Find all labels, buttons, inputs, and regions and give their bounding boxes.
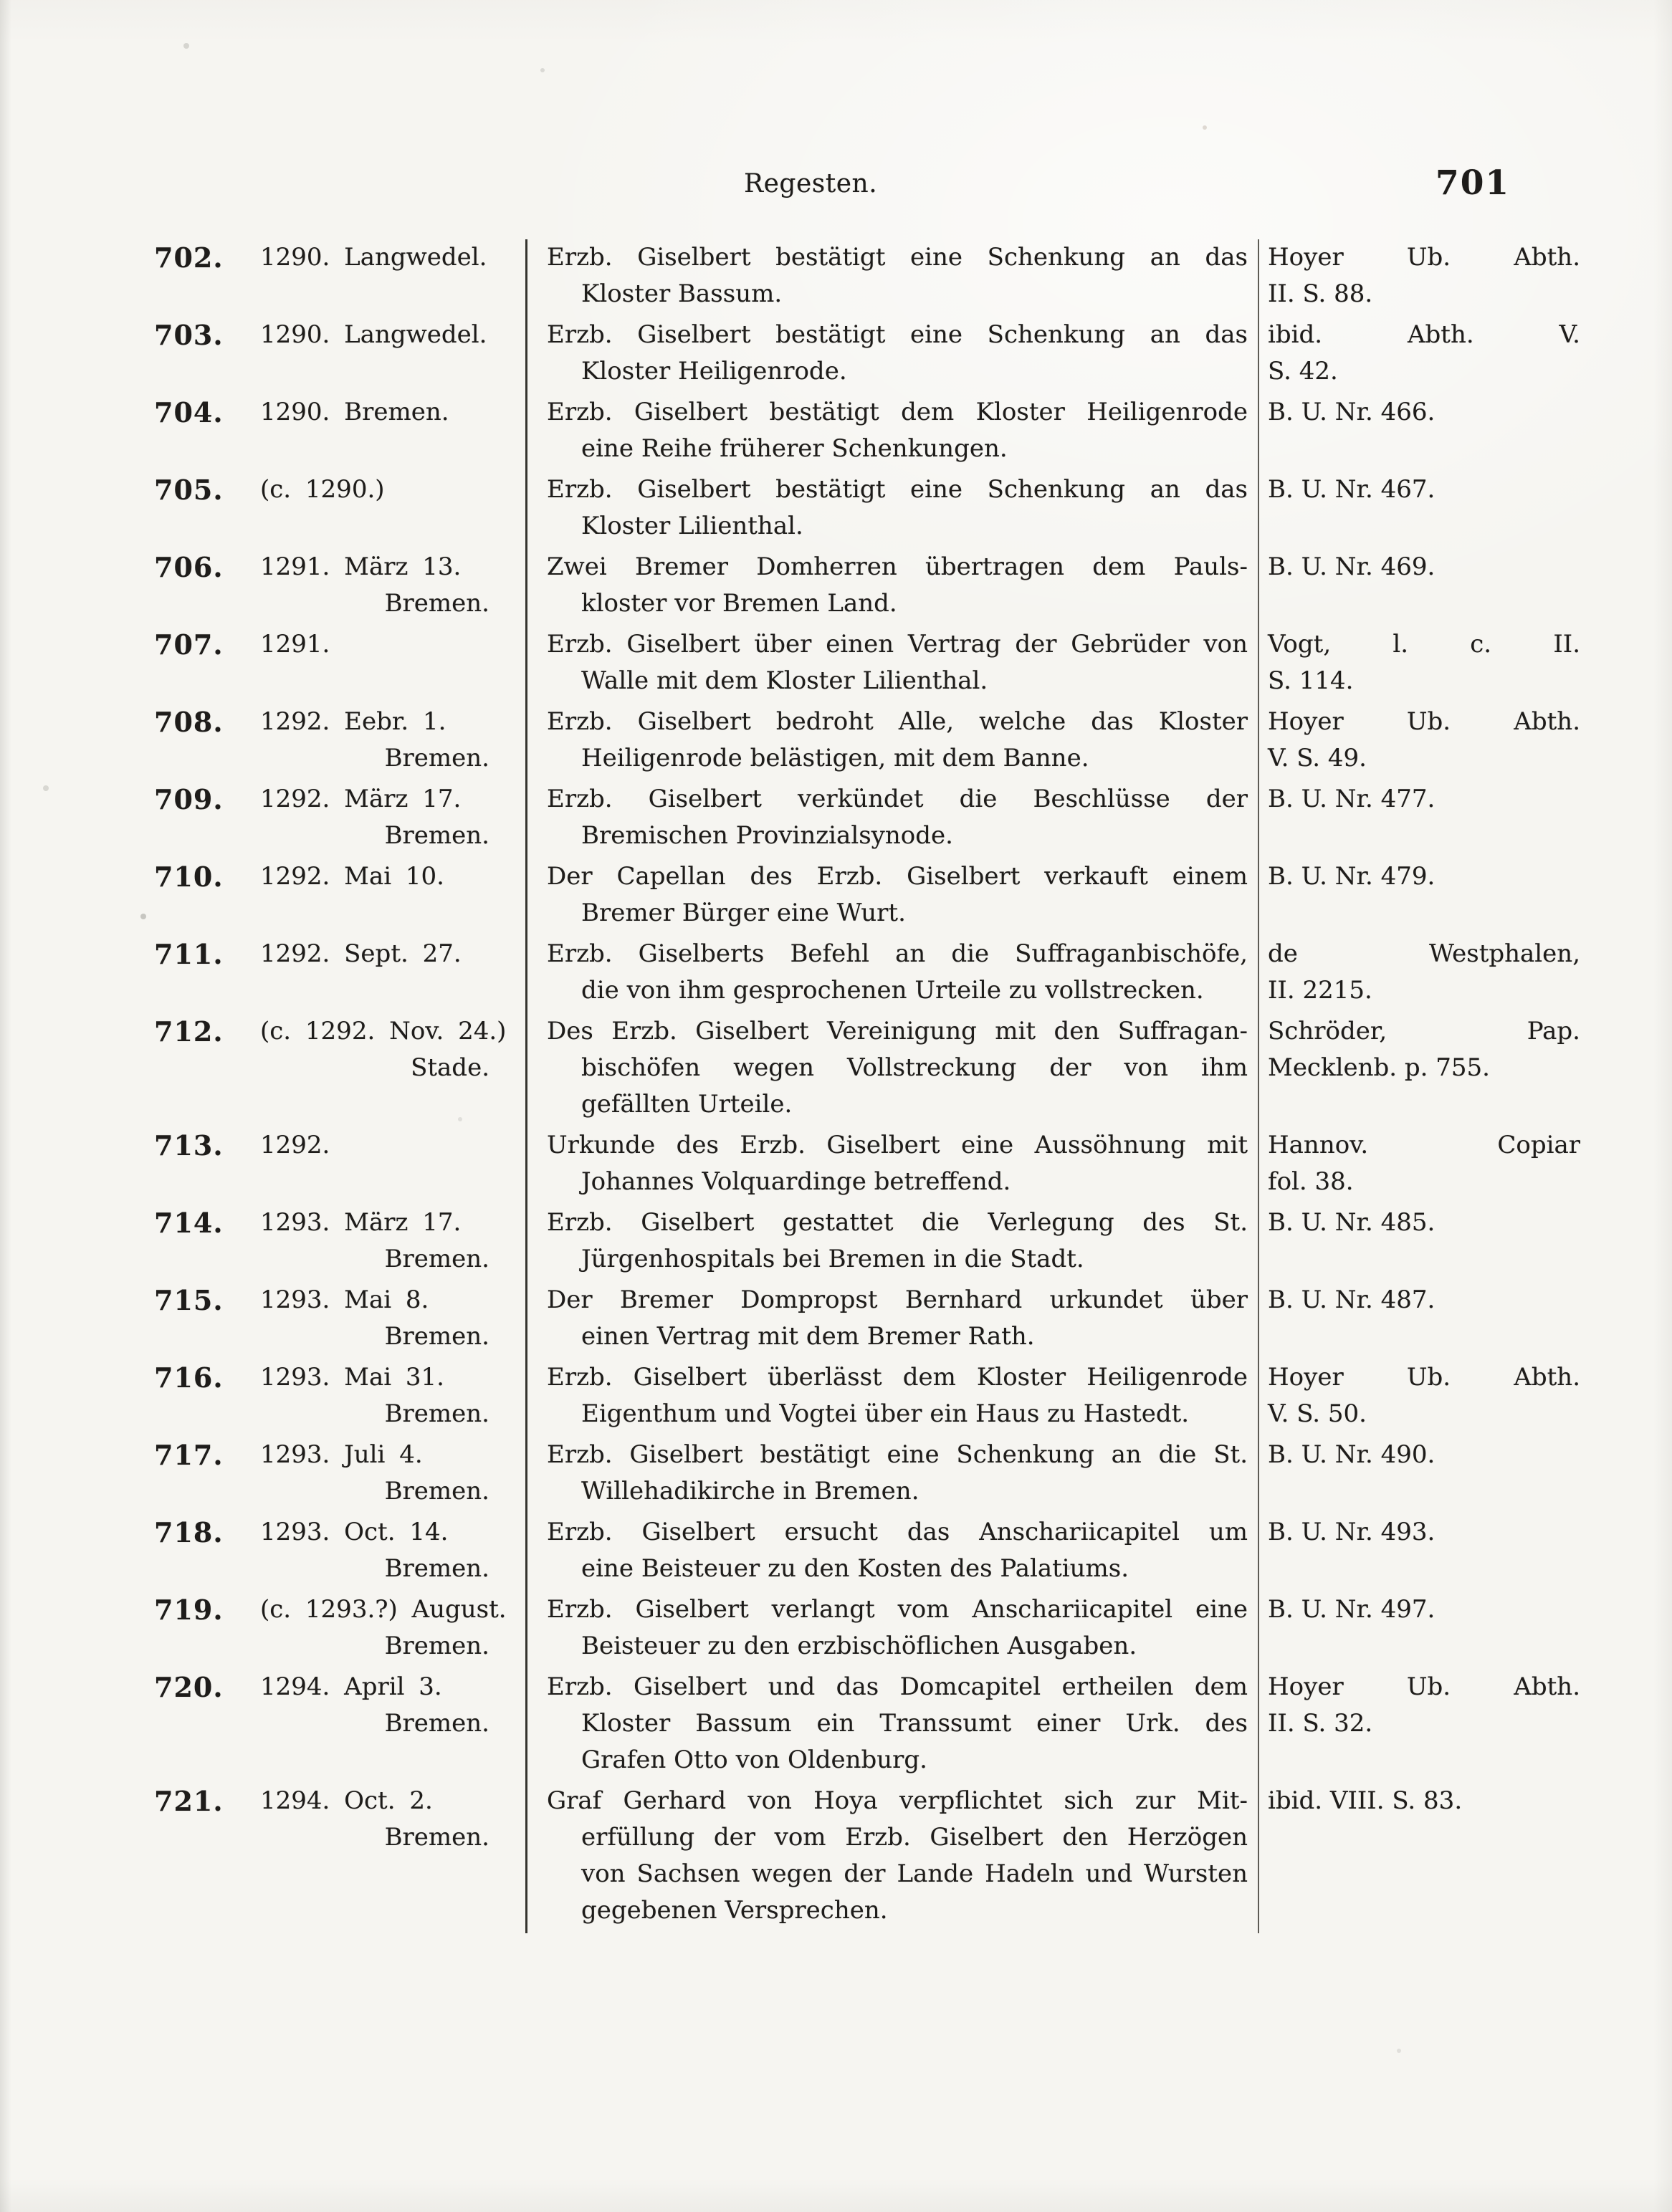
- regest-reference: [1259, 858, 1602, 936]
- regest-description: [525, 858, 1259, 936]
- regest-number: 702.: [154, 241, 224, 274]
- regest-description: [525, 936, 1259, 1013]
- regest-date: [247, 704, 525, 781]
- regest-reference-line: V. S. 49.: [1268, 744, 1367, 772]
- regest-date-line: 1290. Bremen.: [260, 398, 449, 426]
- regest-description-line: erfüllung der vom Erzb. Giselbert den Herzögen: [581, 1823, 1248, 1852]
- regest-description-line: Erzb. Giselbert bedroht Alle, welche das Kloster: [547, 707, 1248, 736]
- regest-place: Bremen.: [384, 1245, 489, 1273]
- regest-reference-line: Hoyer Ub. Abth.: [1268, 243, 1580, 272]
- regest-date-line: 1291.: [260, 630, 330, 659]
- regest-place: Bremen.: [384, 1554, 489, 1583]
- regest-date-line: 1293. Juli 4.: [260, 1440, 423, 1469]
- regest-description-line: bischöfen wegen Vollstreckung der von ihm: [581, 1053, 1248, 1082]
- regest-description-line: die von ihm gesprochenen Urteile zu vollstrecken.: [581, 976, 1204, 1005]
- regest-date-line: 1290. Langwedel.: [260, 320, 487, 349]
- regest-description-line: Bremer Bürger eine Wurt.: [581, 899, 906, 927]
- regest-number: 706.: [154, 551, 224, 583]
- regest-description-line: Johannes Volquardinge betreffend.: [581, 1167, 1011, 1196]
- regest-reference-line: ibid. VIII. S. 83.: [1268, 1786, 1463, 1815]
- regest-reference: [1259, 1127, 1602, 1205]
- regest-date-line: 1292. März 17.: [260, 785, 462, 813]
- regest-description: [525, 1669, 1259, 1783]
- regest-date: [247, 1359, 525, 1437]
- regest-description: [525, 471, 1259, 549]
- regest-reference: [1259, 549, 1602, 626]
- regest-date: [247, 1127, 525, 1205]
- regest-reference-line: B. U. Nr. 493.: [1268, 1518, 1435, 1546]
- regest-description-line: von Sachsen wegen der Lande Hadeln und Wursten: [581, 1859, 1248, 1888]
- regest-date: [247, 1013, 525, 1127]
- regest-date: [247, 549, 525, 626]
- regest-reference: [1259, 1591, 1602, 1669]
- regest-date-line: 1294. Oct. 2.: [260, 1786, 433, 1815]
- regest-number: 714.: [154, 1207, 224, 1239]
- regest-description-line: Erzb. Giselbert bestätigt eine Schenkung an das: [547, 475, 1248, 504]
- regest-description-line: Erzb. Giselbert bestätigt dem Kloster Heiligenrode: [547, 398, 1248, 426]
- regest-description-line: Kloster Lilienthal.: [581, 512, 803, 540]
- regest-description-line: eine Reihe früherer Schenkungen.: [581, 434, 1008, 463]
- regest-place: Bremen.: [384, 1632, 489, 1660]
- regest-number: 710.: [154, 861, 224, 893]
- regest-reference-line: Hannov. Copiar: [1268, 1131, 1580, 1159]
- regest-description-line: gegebenen Versprechen.: [581, 1896, 888, 1925]
- regest-place: Bremen.: [384, 1322, 489, 1351]
- regest-description: [525, 317, 1259, 394]
- regest-description: [525, 1359, 1259, 1437]
- regest-description-line: Erzb. Giselbert bestätigt eine Schenkung an die St.: [547, 1440, 1248, 1469]
- regest-description-line: Zwei Bremer Domherren übertragen dem Pauls-: [547, 552, 1248, 581]
- regest-date: [247, 1282, 525, 1359]
- regest-description-line: Erzb. Giselbert verkündet die Beschlüsse der: [547, 785, 1248, 813]
- regest-description: [525, 626, 1259, 704]
- regest-number: 711.: [154, 938, 224, 970]
- regest-date-line: 1293. Oct. 14.: [260, 1518, 449, 1546]
- regest-reference-line: B. U. Nr. 469.: [1268, 552, 1435, 581]
- regest-description-line: einen Vertrag mit dem Bremer Rath.: [581, 1322, 1035, 1351]
- regest-reference-line: S. 42.: [1268, 357, 1338, 386]
- regest-description-line: Erzb. Giselbert überlässt dem Kloster Heiligenrode: [547, 1363, 1248, 1392]
- regest-description: [525, 1591, 1259, 1669]
- regest-reference-line: B. U. Nr. 490.: [1268, 1440, 1435, 1469]
- regest-description-line: Urkunde des Erzb. Giselbert eine Aussöhnung mit: [547, 1131, 1248, 1159]
- regest-description: [525, 1127, 1259, 1205]
- regest-reference: [1259, 1205, 1602, 1282]
- regest-date-line: (c. 1290.): [260, 475, 385, 504]
- regest-reference-line: B. U. Nr. 467.: [1268, 475, 1435, 504]
- regest-reference: [1259, 936, 1602, 1013]
- regest-number: 709.: [154, 783, 224, 815]
- regest-reference: [1259, 1514, 1602, 1591]
- regest-date-line: (c. 1292. Nov. 24.): [260, 1017, 507, 1045]
- regest-reference-line: B. U. Nr. 497.: [1268, 1595, 1435, 1624]
- regest-description-line: Eigenthum und Vogtei über ein Haus zu Hastedt.: [581, 1399, 1190, 1428]
- regest-description: [525, 704, 1259, 781]
- regest-reference-line: ibid. Abth. V.: [1268, 320, 1580, 349]
- regest-number: 708.: [154, 706, 224, 738]
- regest-description: [525, 394, 1259, 471]
- regest-place: Bremen.: [384, 744, 489, 772]
- regest-reference-line: B. U. Nr. 477.: [1268, 785, 1435, 813]
- regest-reference-line: II. S. 32.: [1268, 1709, 1373, 1738]
- regest-place: Bremen.: [384, 821, 489, 850]
- regest-description: [525, 1282, 1259, 1359]
- regest-date: [247, 471, 525, 549]
- regest-description-line: Erzb. Giselbert und das Domcapitel ertheilen dem: [547, 1672, 1248, 1701]
- regest-number: 718.: [154, 1516, 224, 1548]
- regest-date: [247, 1205, 525, 1282]
- regest-date: [247, 858, 525, 936]
- regest-description-line: Erzb. Giselbert ersucht das Anschariicapitel um: [547, 1518, 1248, 1546]
- regest-description-line: Kloster Bassum ein Transsumt einer Urk. des: [581, 1709, 1248, 1738]
- regest-place: Bremen.: [384, 1477, 489, 1505]
- regest-reference-line: Hoyer Ub. Abth.: [1268, 1672, 1580, 1701]
- regest-date: [247, 1591, 525, 1669]
- regest-description-line: Erzb. Giselbert verlangt vom Anschariicapitel eine: [547, 1595, 1248, 1624]
- regest-date: [247, 239, 525, 317]
- regest-reference: [1259, 471, 1602, 549]
- regest-number: 703.: [154, 319, 224, 351]
- regest-description-line: Beisteuer zu den erzbischöflichen Ausgaben.: [581, 1632, 1137, 1660]
- regest-place: Bremen.: [384, 1399, 489, 1428]
- paper-speck: [0, 0, 3, 3]
- regest-description-line: Heiligenrode belästigen, mit dem Banne.: [581, 744, 1089, 772]
- regest-reference-line: B. U. Nr. 485.: [1268, 1208, 1435, 1237]
- regest-reference-line: de Westphalen,: [1268, 939, 1580, 968]
- regest-description-line: Grafen Otto von Oldenburg.: [581, 1746, 927, 1774]
- regest-date: [247, 626, 525, 704]
- regest-description: [525, 239, 1259, 317]
- regest-description-line: Erzb. Giselbert bestätigt eine Schenkung an das: [547, 320, 1248, 349]
- regest-date: [247, 317, 525, 394]
- regest-date-line: 1292. Eebr. 1.: [260, 707, 446, 736]
- regest-reference: [1259, 1013, 1602, 1127]
- regest-number: 712.: [154, 1015, 224, 1048]
- regest-reference: [1259, 781, 1602, 858]
- regest-date: [247, 936, 525, 1013]
- regest-description: [525, 781, 1259, 858]
- regest-place: Bremen.: [384, 1823, 489, 1852]
- regest-date-line: 1290. Langwedel.: [260, 243, 487, 272]
- regest-reference-line: fol. 38.: [1268, 1167, 1354, 1196]
- regest-date-line: 1292. Mai 10.: [260, 862, 444, 891]
- regest-date-line: 1294. April 3.: [260, 1672, 442, 1701]
- regest-reference-line: Mecklenb. p. 755.: [1268, 1053, 1490, 1082]
- regest-date: [247, 1669, 525, 1783]
- regest-description: [525, 549, 1259, 626]
- regest-place: Bremen.: [384, 589, 489, 618]
- regest-description-line: Erzb. Giselbert bestätigt eine Schenkung an das: [547, 243, 1248, 272]
- regest-date: [247, 1437, 525, 1514]
- regest-reference-line: Schröder, Pap.: [1268, 1017, 1580, 1045]
- regest-place: Bremen.: [384, 1709, 489, 1738]
- regest-date-line: 1291. März 13.: [260, 552, 462, 581]
- regest-description-line: Walle mit dem Kloster Lilienthal.: [581, 666, 988, 695]
- page-header-title: Regesten.: [744, 169, 878, 198]
- regest-description-line: Der Capellan des Erzb. Giselbert verkauft einem: [547, 862, 1248, 891]
- regest-description-line: Erzb. Giselbert gestattet die Verlegung des St.: [547, 1208, 1248, 1237]
- regest-reference: [1259, 704, 1602, 781]
- regest-reference: [1259, 1783, 1602, 1933]
- regest-number: 720.: [154, 1671, 224, 1703]
- regest-number: 719.: [154, 1594, 224, 1626]
- regest-description: [525, 1205, 1259, 1282]
- regest-reference-line: Vogt, l. c. II.: [1268, 630, 1580, 659]
- regest-reference: [1259, 1669, 1602, 1783]
- regest-description-line: Willehadikirche in Bremen.: [581, 1477, 919, 1505]
- regest-description-line: Kloster Heiligenrode.: [581, 357, 847, 386]
- regest-reference: [1259, 626, 1602, 704]
- regest-reference-line: B. U. Nr. 487.: [1268, 1285, 1435, 1314]
- regest-date-line: (c. 1293.?) August.: [260, 1595, 507, 1624]
- regest-reference: [1259, 1282, 1602, 1359]
- regest-number: 707.: [154, 628, 224, 661]
- regest-description-line: Des Erzb. Giselbert Vereinigung mit den Suffragan-: [547, 1017, 1248, 1045]
- regest-reference: [1259, 1437, 1602, 1514]
- regest-reference: [1259, 317, 1602, 394]
- regest-date-line: 1293. Mai 31.: [260, 1363, 444, 1392]
- regesten-table: [154, 239, 1602, 1933]
- regest-description-line: gefällten Urteile.: [581, 1090, 793, 1119]
- regest-description-line: Der Bremer Dompropst Bernhard urkundet über: [547, 1285, 1248, 1314]
- regest-date-line: 1292.: [260, 1131, 330, 1159]
- regest-date: [247, 394, 525, 471]
- regest-reference-line: Hoyer Ub. Abth.: [1268, 707, 1580, 736]
- regest-number: 704.: [154, 396, 224, 428]
- regest-place: Stade.: [411, 1053, 489, 1082]
- regest-description-line: eine Beisteuer zu den Kosten des Palatiums.: [581, 1554, 1129, 1583]
- regest-number: 716.: [154, 1361, 224, 1394]
- regest-date-line: 1293. Mai 8.: [260, 1285, 429, 1314]
- regest-description-line: Kloster Bassum.: [581, 279, 783, 308]
- regest-reference: [1259, 1359, 1602, 1437]
- regest-description: [525, 1514, 1259, 1591]
- regest-date: [247, 1514, 525, 1591]
- regest-reference-line: B. U. Nr. 466.: [1268, 398, 1435, 426]
- regest-date-line: 1292. Sept. 27.: [260, 939, 462, 968]
- regest-description: [525, 1783, 1259, 1933]
- regest-description-line: kloster vor Bremen Land.: [581, 589, 897, 618]
- regest-number: 715.: [154, 1284, 224, 1316]
- regest-reference-line: Hoyer Ub. Abth.: [1268, 1363, 1580, 1392]
- regest-reference: [1259, 394, 1602, 471]
- regest-reference-line: B. U. Nr. 479.: [1268, 862, 1435, 891]
- regest-reference: [1259, 239, 1602, 317]
- regest-date-line: 1293. März 17.: [260, 1208, 462, 1237]
- regest-description-line: Bremischen Provinzialsynode.: [581, 821, 953, 850]
- regest-date: [247, 781, 525, 858]
- regest-reference-line: V. S. 50.: [1268, 1399, 1367, 1428]
- regest-reference-line: S. 114.: [1268, 666, 1354, 695]
- regest-reference-line: II. 2215.: [1268, 976, 1372, 1005]
- regest-number: 713.: [154, 1129, 224, 1162]
- regest-number: 721.: [154, 1785, 224, 1817]
- regest-number: 717.: [154, 1439, 224, 1471]
- regest-date: [247, 1783, 525, 1933]
- regest-description-line: Erzb. Giselberts Befehl an die Suffraganbischöfe,: [547, 939, 1248, 968]
- page-number: 701: [1435, 163, 1511, 203]
- regest-reference-line: II. S. 88.: [1268, 279, 1373, 308]
- regest-description: [525, 1437, 1259, 1514]
- regest-number: 705.: [154, 474, 224, 506]
- regest-description-line: Erzb. Giselbert über einen Vertrag der Gebrüder von: [547, 630, 1248, 659]
- regest-description: [525, 1013, 1259, 1127]
- regest-description-line: Graf Gerhard von Hoya verpflichtet sich zur Mit-: [547, 1786, 1248, 1815]
- regest-description-line: Jürgenhospitals bei Bremen in die Stadt.: [581, 1245, 1084, 1273]
